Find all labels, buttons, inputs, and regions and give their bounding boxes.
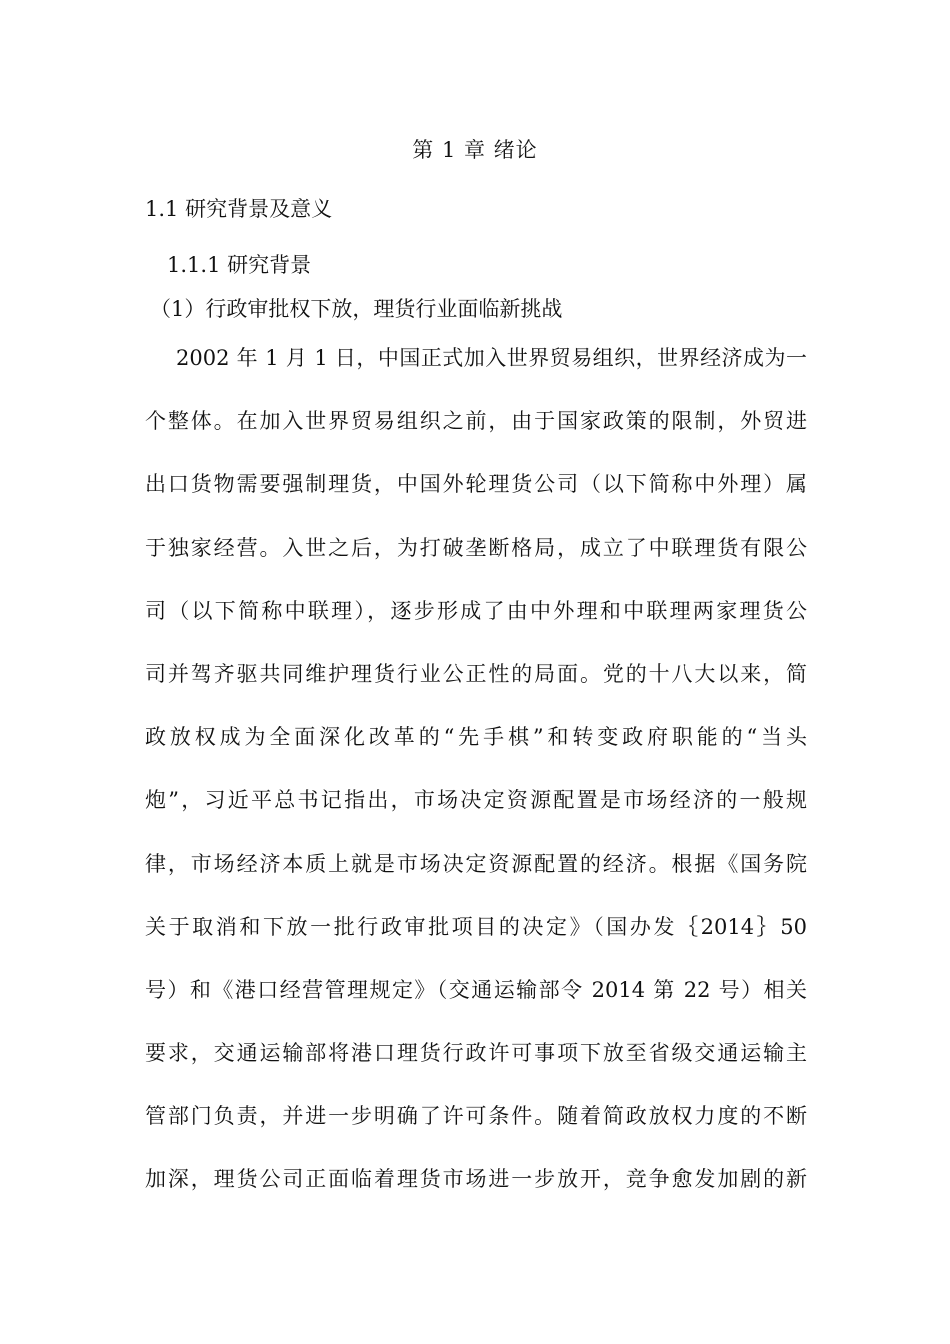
paragraph-line: 于独家经营。入世之后，为打破垄断格局，成立了中联理货有限公 (145, 535, 807, 560)
paragraph-line: 律，市场经济本质上就是市场决定资源配置的经济。根据《国务院 (145, 851, 807, 876)
chapter-title: 第 1 章 绪论 (412, 138, 538, 162)
paragraph-line: 加深，理货公司正面临着理货市场进一步放开，竞争愈发加剧的新 (145, 1167, 807, 1192)
section-heading: 1.1 研究背景及意义 (145, 197, 333, 221)
paragraph-line: 炮”，习近平总书记指出，市场决定资源配置是市场经济的一般规 (145, 788, 807, 813)
paragraph-line: 司并驾齐驱共同维护理货行业公正性的局面。党的十八大以来，简 (145, 661, 807, 686)
paragraph-line: 2002 年 1 月 1 日，中国正式加入世界贸易组织，世界经济成为一 (176, 346, 807, 370)
body-paragraph (145, 343, 807, 1228)
paragraph-line: 关于取消和下放一批行政审批项目的决定》（国办发｛2014｝50 (145, 914, 807, 939)
paragraph-line: 司（以下简称中联理），逐步形成了由中外理和中联理两家理货公 (145, 598, 807, 623)
paragraph-line: 号）和《港口经营管理规定》（交通运输部令 2014 第 22 号）相关 (145, 977, 807, 1002)
subsection-heading: 1.1.1 研究背景 (167, 253, 312, 277)
paragraph-line: 要求，交通运输部将港口理货行政许可事项下放至省级交通运输主 (145, 1041, 807, 1066)
paragraph-line: 政放权成为全面深化改革的“先手棋”和转变政府职能的“当头 (145, 725, 807, 750)
paragraph-line: 出口货物需要强制理货，中国外轮理货公司（以下简称中外理）属 (145, 472, 807, 497)
paragraph-line: 管部门负责，并进一步明确了许可条件。随着简政放权力度的不断 (145, 1104, 807, 1129)
paragraph-line: 个整体。在加入世界贸易组织之前，由于国家政策的限制，外贸进 (145, 409, 807, 434)
item-heading: （1）行政审批权下放，理货行业面临新挑战 (150, 297, 563, 321)
